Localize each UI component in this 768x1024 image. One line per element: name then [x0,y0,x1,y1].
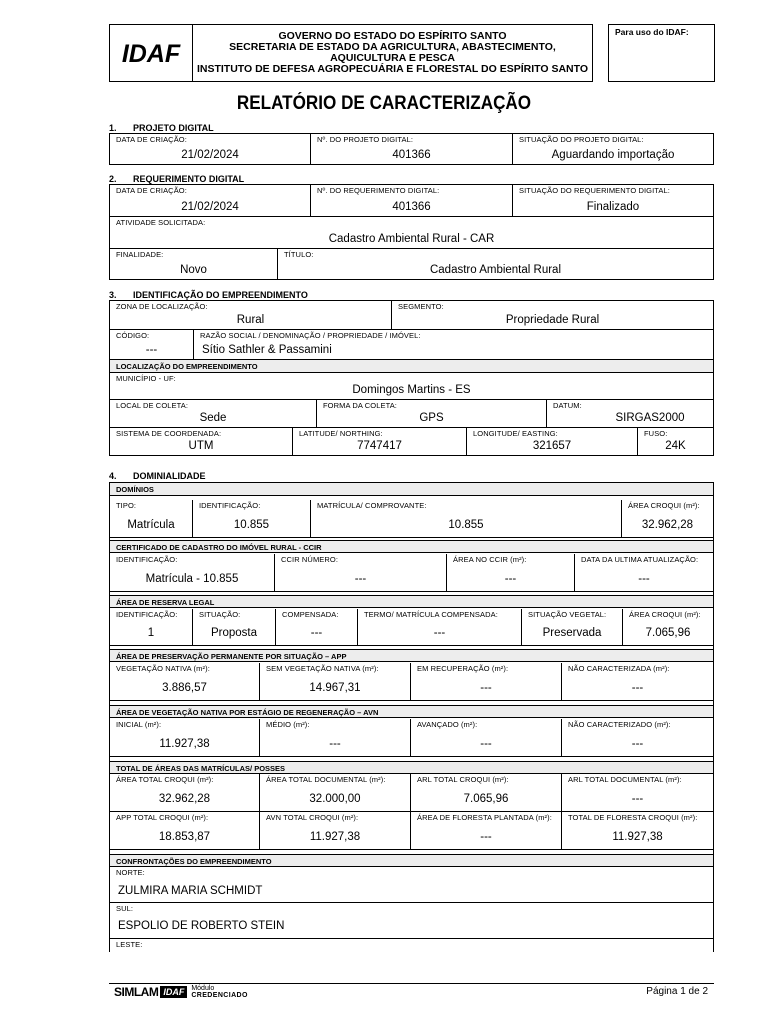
field-label: TERMO/ MATRÍCULA COMPENSADA: [364,610,498,619]
field-label: MÉDIO (m²): [266,720,310,729]
header-line-4: INSTITUTO DE DEFESA AGROPECUÁRIA E FLORESTAL DO ESPÍRITO SANTO [196,63,589,75]
field-norte [110,867,713,903]
field-value: 10.855 [448,519,484,531]
field-label: LOCAL DE COLETA: [116,401,189,410]
field-avn-nao-caracterizado [562,719,713,757]
field-value: 32.962,28 [641,519,694,531]
field-value: UTM [188,440,214,452]
field-label: AVN TOTAL CROQUI (m²): [266,813,359,822]
field-label: ÁREA CROQUI (m²): [628,501,700,510]
field-label: SUL: [116,904,134,913]
field-value: 7.065,96 [645,627,691,639]
field-zona-localizacao [110,301,392,330]
field-label: LONGITUDE/ EASTING: [473,429,558,438]
field-datum [547,400,713,428]
field-app-vegetacao-nativa [110,663,260,701]
modulo-text: Módulo [191,985,215,992]
field-situacao-projeto [513,134,713,164]
subhead-ccir: CERTIFICADO DE CADASTRO DO IMÓVEL RURAL - CCIR [110,540,713,553]
field-value: Preservada [542,627,602,639]
field-label: LESTE: [116,940,143,949]
idaf-small-logo: IDAF [160,986,187,998]
field-value: --- [329,738,341,750]
field-label: DATA DE CRIAÇÃO: [116,186,187,195]
field-titulo [278,249,713,279]
field-label: DATA DE CRIAÇÃO: [116,135,187,144]
field-sistema-coordenada [110,428,293,455]
field-ccir-numero [275,554,447,592]
subhead-avn: ÁREA DE VEGETAÇÃO NATIVA POR ESTÁGIO DE REGENERAÇÃO – AVN [110,705,713,718]
field-label: FINALIDADE: [116,250,164,259]
field-value: GPS [419,412,444,424]
field-value: --- [480,682,492,694]
field-value: 14.967,31 [309,682,361,694]
field-value: --- [480,738,492,750]
field-value: Proposta [210,627,258,639]
field-tot-area-croqui [110,774,260,812]
field-value: 401366 [392,149,431,161]
field-data-criacao [110,134,311,164]
field-tot-total-floresta [562,812,713,850]
field-label: CCIR NÚMERO: [281,555,339,564]
field-label: FORMA DA COLETA: [323,401,397,410]
field-value: 21/02/2024 [181,201,239,213]
field-label: LATITUDE/ NORTHING: [299,429,383,438]
subhead-dominios: DOMÍNIOS [110,483,713,496]
field-value: 32.962,28 [158,793,211,805]
field-value: 7747417 [357,440,402,452]
credenciado-text: CREDENCIADO [191,992,248,999]
idaf-use-label: Para uso do IDAF: [615,27,689,37]
field-label: NÃO CARACTERIZADO (m²): [568,720,671,729]
field-label: ZONA DE LOCALIZAÇÃO: [116,302,208,311]
idaf-logo [110,25,193,81]
section-4-title: 4. DOMINIALIDADE [109,471,206,481]
field-latitude [293,428,467,455]
header-box [109,24,593,82]
field-label: AVANÇADO (m²): [417,720,478,729]
simlam-logo [114,985,248,999]
field-value: 7.065,96 [463,793,509,805]
field-value: --- [433,627,446,639]
field-label: FUSO: [644,429,668,438]
field-label: Nº. DO REQUERIMENTO DIGITAL: [317,186,440,195]
field-value: 32.000,00 [309,793,361,805]
field-tot-floresta-plantada [411,812,562,850]
header-line-1: GOVERNO DO ESTADO DO ESPÍRITO SANTO [278,30,507,42]
field-label: IDENTIFICAÇÃO: [116,555,178,564]
subhead-localizacao: LOCALIZAÇÃO DO EMPREENDIMENTO [110,360,713,373]
section-1-title: 1. PROJETO DIGITAL [109,123,214,133]
field-value: --- [631,793,644,805]
field-label: SISTEMA DE COORDENADA: [116,429,222,438]
field-tot-app-croqui [110,812,260,850]
field-value: --- [631,682,644,694]
field-app-sem-vegetacao [260,663,411,701]
field-value: 21/02/2024 [181,149,239,161]
field-value: 3.886,57 [162,682,207,694]
simlam-text: SIMLAM [114,985,159,999]
section-3-box [109,300,714,456]
subhead-totais: TOTAL DE ÁREAS DAS MATRÍCULAS/ POSSES [110,761,713,774]
field-sul [110,903,713,939]
field-local-coleta [110,400,317,428]
field-label: EM RECUPERAÇÃO (m²): [417,664,509,673]
field-ccir-area [447,554,575,592]
field-label: INICIAL (m²): [116,720,162,729]
field-forma-coleta [317,400,547,428]
field-value: Sede [199,412,227,424]
header-line-3: AQUICULTURA E PESCA [330,52,455,64]
field-numero-projeto [311,134,513,164]
field-value: --- [354,573,367,585]
field-value: 321657 [532,440,572,452]
field-arl-compensada [276,609,358,646]
field-value: 11.927,38 [612,831,663,843]
field-label: SEGMENTO: [398,302,444,311]
field-value: SIRGAS2000 [615,412,685,424]
field-app-nao-caracterizada [562,663,713,701]
field-label: ÁREA TOTAL CROQUI (m²): [116,775,214,784]
field-value: Sítio Sathler & Passamini [202,344,332,356]
field-label: ÁREA TOTAL DOCUMENTAL (m²): [266,775,386,784]
idaf-logo-icon [119,38,183,68]
field-dom-identificacao [193,500,311,538]
field-value: Rural [236,314,265,326]
field-value: 24K [665,440,686,452]
field-label: IDENTIFICAÇÃO: [199,501,261,510]
field-label: CÓDIGO: [116,331,150,340]
section-1-box [109,133,714,165]
field-label: RAZÃO SOCIAL / DENOMINAÇÃO / PROPRIEDADE / IMÓVEL: [200,331,421,340]
field-segmento [392,301,713,330]
subhead-confrontacoes: CONFRONTAÇÕES DO EMPREENDIMENTO [110,854,713,867]
field-arl-termo [358,609,522,646]
field-label: ARL TOTAL CROQUI (m²): [417,775,509,784]
field-avn-inicial [110,719,260,757]
field-label: NÃO CARACTERIZADA (m²): [568,664,670,673]
field-finalidade [110,249,278,279]
field-value: Domingos Martins - ES [352,384,471,396]
field-dom-tipo [110,500,193,538]
section-4-box [109,482,714,952]
field-label: DATA DA ULTIMA ATUALIZAÇÃO: [581,555,699,564]
field-value: Cadastro Ambiental Rural - CAR [328,233,495,245]
field-fuso [638,428,713,455]
field-label: ÁREA DE FLORESTA PLANTADA (m²): [417,813,552,822]
field-value: Novo [180,264,207,276]
field-leste [110,939,713,953]
section-2-box [109,184,714,280]
field-value: --- [145,344,158,356]
field-municipio [110,373,713,400]
section-2-title: 2. REQUERIMENTO DIGITAL [109,174,245,184]
field-label: VEGETAÇÃO NATIVA (m²): [116,664,210,673]
field-value: --- [631,738,644,750]
field-label: Nº. DO PROJETO DIGITAL: [317,135,414,144]
field-tot-arl-documental [562,774,713,812]
page-number: Página 1 de 2 [646,986,708,997]
field-ccir-data [575,554,713,592]
field-value: Finalizado [586,201,640,213]
field-value: --- [504,573,517,585]
field-value: 18.853,87 [158,831,211,843]
field-dom-matricula [311,500,622,538]
idaf-use-box [608,24,715,82]
field-codigo [110,330,194,360]
field-label: APP TOTAL CROQUI (m²): [116,813,209,822]
field-dom-area-croqui [622,500,713,538]
field-value: Aguardando importação [551,149,675,161]
field-label: SITUAÇÃO VEGETAL: [528,610,607,619]
page-title: RELATÓRIO DE CARACTERIZAÇÃO [236,93,532,114]
field-value: 10.855 [233,519,270,531]
field-value: Matrícula - 10.855 [145,573,239,585]
field-label: MATRÍCULA/ COMPROVANTE: [317,501,427,510]
field-razao-social [194,330,713,360]
field-tot-avn-croqui [260,812,411,850]
field-label: DATUM: [553,401,582,410]
field-atividade-solicitada [110,217,713,249]
field-value: Cadastro Ambiental Rural [429,264,562,276]
field-tot-arl-croqui [411,774,562,812]
section-3-title: 3. IDENTIFICAÇÃO DO EMPREENDIMENTO [109,290,308,300]
field-label: ARL TOTAL DOCUMENTAL (m²): [568,775,682,784]
field-label: SITUAÇÃO DO REQUERIMENTO DIGITAL: [519,186,670,195]
field-label: ÁREA NO CCIR (m²): [453,555,527,564]
field-value: Matrícula [127,519,175,531]
field-label: TOTAL DE FLORESTA CROQUI (m²): [568,813,698,822]
field-avn-avancado [411,719,562,757]
field-req-data-criacao [110,185,311,217]
field-label: NORTE: [116,868,145,877]
field-arl-situacao-vegetal [522,609,623,646]
field-tot-area-documental [260,774,411,812]
header-line-2: SECRETARIA DE ESTADO DA AGRICULTURA, ABASTECIMENTO, [229,41,556,53]
field-ccir-identificacao [110,554,275,592]
field-label: SEM VEGETAÇÃO NATIVA (m²): [266,664,379,673]
field-value: --- [480,831,492,843]
field-value: ZULMIRA MARIA SCHMIDT [118,885,263,897]
field-label: COMPENSADA: [282,610,339,619]
field-value: 11.927,38 [309,831,361,843]
field-arl-situacao [193,609,276,646]
field-value: Propriedade Rural [505,314,600,326]
field-avn-medio [260,719,411,757]
field-arl-identificacao [110,609,193,646]
svg-text:IDAF: IDAF [121,40,181,68]
field-label: MUNICÍPIO - UF: [116,374,176,383]
footer-divider [109,983,714,984]
subhead-app: ÁREA DE PRESERVAÇÃO PERMANENTE POR SITUAÇÃO – APP [110,649,713,662]
field-label: IDENTIFICAÇÃO: [116,610,178,619]
field-arl-area-croqui [623,609,713,646]
field-label: SITUAÇÃO: [199,610,241,619]
field-app-em-recuperacao [411,663,562,701]
field-value: 11.927,38 [159,738,210,750]
field-numero-requerimento [311,185,513,217]
field-value: --- [310,627,323,639]
field-value: ESPOLIO DE ROBERTO STEIN [118,920,285,932]
subhead-reserva-legal: ÁREA DE RESERVA LEGAL [110,595,713,608]
field-situacao-requerimento [513,185,713,217]
header-text [193,25,592,81]
field-label: ÁREA CROQUI (m²): [629,610,701,619]
field-label: ATIVIDADE SOLICITADA: [116,218,206,227]
field-value: 1 [147,627,155,639]
field-label: TÍTULO: [284,250,314,259]
field-longitude [467,428,638,455]
field-value: 401366 [392,201,431,213]
field-label: SITUAÇÃO DO PROJETO DIGITAL: [519,135,644,144]
field-value: --- [638,573,650,585]
field-label: TIPO: [116,501,137,510]
